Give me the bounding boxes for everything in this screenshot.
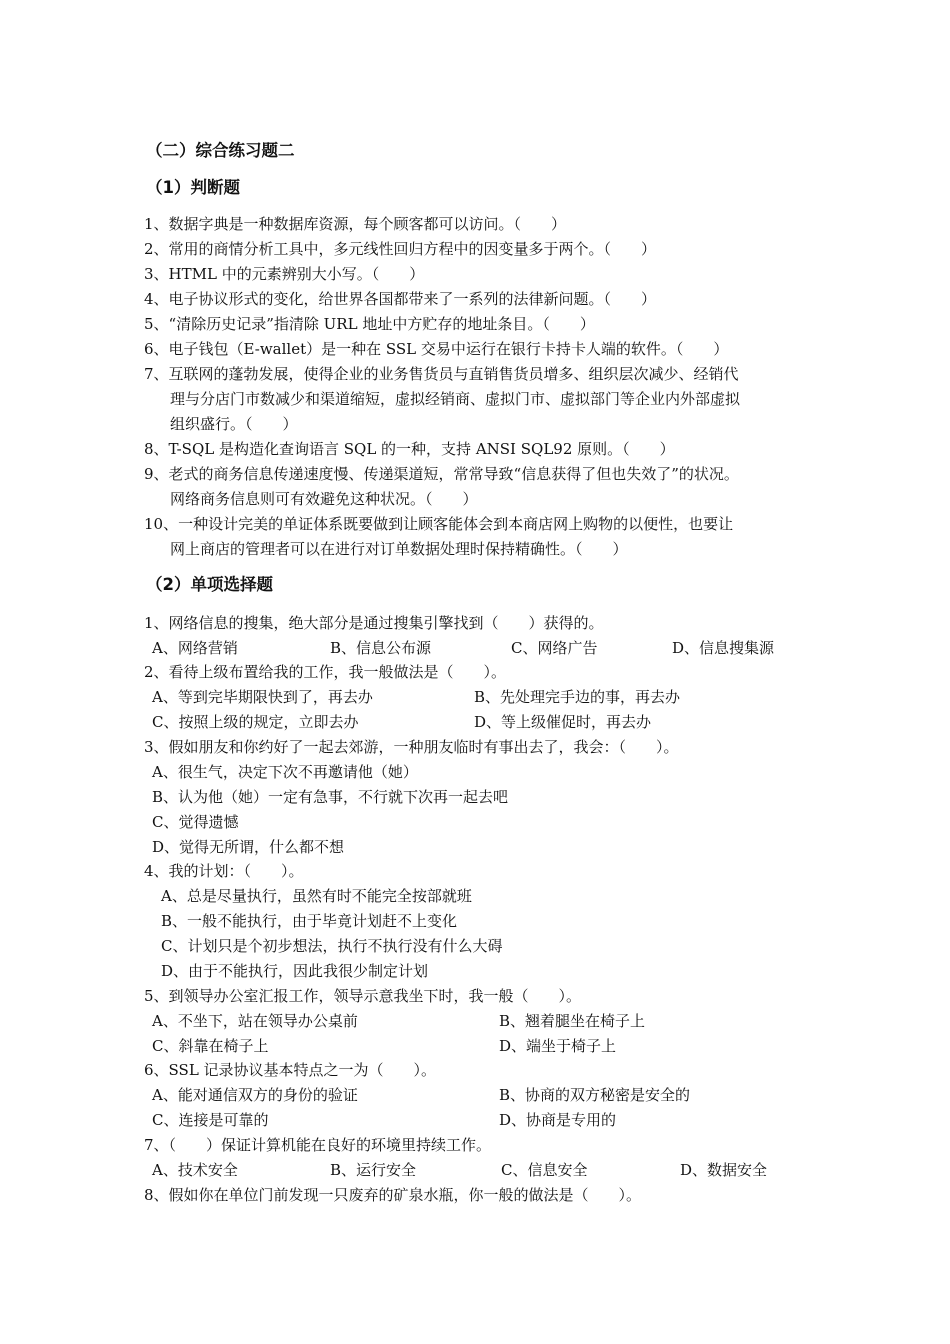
judgement-item-9-line-2: 网络商务信息则可有效避免这种状况。（ ） <box>170 490 478 508</box>
question-8-stem: 8、假如你在单位门前发现一只废弃的矿泉水瓶，你一般的做法是（ ）。 <box>144 1186 642 1204</box>
question-3-option-b: B、认为他（她）一定有急事，不行就下次再一起去吧 <box>152 788 509 806</box>
judgement-item-10-line-1: 10、一种设计完美的单证体系既要做到让顾客能体会到本商店网上购物的以便性，也要让 <box>144 515 734 533</box>
judgement-item-9-line-1: 9、老式的商务信息传递速度慢、传递渠道短，常常导致“信息获得了但也失效了”的状况。 <box>144 465 739 483</box>
question-2-option-b: B、先处理完手边的事，再去办 <box>474 688 681 706</box>
judgement-item-1: 1、数据字典是一种数据库资源，每个顾客都可以访问。（ ） <box>144 215 567 233</box>
question-2-option-a: A、等到完毕期限快到了，再去办 <box>152 688 373 706</box>
question-6-option-a: A、能对通信双方的身份的验证 <box>152 1086 358 1104</box>
question-6-option-c: C、连接是可靠的 <box>152 1111 269 1129</box>
judgement-item-2: 2、常用的商情分析工具中，多元线性回归方程中的因变量多于两个。（ ） <box>144 240 657 258</box>
question-7-stem: 7、（ ）保证计算机能在良好的环境里持续工作。 <box>144 1136 492 1154</box>
question-5-option-d: D、端坐于椅子上 <box>499 1037 617 1055</box>
question-1-option-d: D、信息搜集源 <box>672 639 775 657</box>
single-choice-heading: （2）单项选择题 <box>146 575 273 594</box>
question-4-option-c: C、计划只是个初步想法，执行不执行没有什么大碍 <box>161 937 503 955</box>
question-6-option-d: D、协商是专用的 <box>499 1111 617 1129</box>
question-4-option-b: B、一般不能执行，由于毕竟计划赶不上变化 <box>161 912 458 930</box>
section-title: （二）综合练习题二 <box>146 141 295 160</box>
question-7-option-a: A、技术安全 <box>152 1161 238 1179</box>
question-3-option-d: D、觉得无所谓，什么都不想 <box>152 838 345 856</box>
judgement-item-8: 8、T-SQL 是构造化查询语言 SQL 的一种，支持 ANSI SQL92 原则。（ ） <box>144 440 675 458</box>
question-4-option-a: A、总是尽量执行，虽然有时不能完全按部就班 <box>161 887 472 905</box>
judgement-item-4: 4、电子协议形式的变化，给世界各国都带来了一系列的法律新问题。（ ） <box>144 290 657 308</box>
question-5-option-b: B、翘着腿坐在椅子上 <box>499 1012 646 1030</box>
question-7-option-b: B、运行安全 <box>330 1161 417 1179</box>
question-1-option-b: B、信息公布源 <box>330 639 432 657</box>
question-4-option-d: D、由于不能执行，因此我很少制定计划 <box>161 962 429 980</box>
question-5-option-a: A、不坐下，站在领导办公桌前 <box>152 1012 358 1030</box>
question-1-option-c: C、网络广告 <box>511 639 598 657</box>
question-3-option-c: C、觉得遗憾 <box>152 813 239 831</box>
judgement-item-5: 5、“清除历史记录”指清除 URL 地址中方贮存的地址条目。（ ） <box>144 315 595 333</box>
question-7-option-d: D、数据安全 <box>680 1161 768 1179</box>
question-6-option-b: B、协商的双方秘密是安全的 <box>499 1086 691 1104</box>
judgement-item-7-line-2: 理与分店门市数减少和渠道缩短，虚拟经销商、虚拟门市、虚拟部门等企业内外部虚拟 <box>170 390 741 408</box>
question-2-stem: 2、看待上级布置给我的工作，我一般做法是（ ）。 <box>144 663 507 681</box>
question-1-stem: 1、网络信息的搜集，绝大部分是通过搜集引擎找到（ ）获得的。 <box>144 614 604 632</box>
question-3-stem: 3、假如朋友和你约好了一起去郊游，一种朋友临时有事出去了，我会：（ ）。 <box>144 738 679 756</box>
question-3-option-a: A、很生气，决定下次不再邀请他（她） <box>152 763 418 781</box>
question-7-option-c: C、信息安全 <box>501 1161 588 1179</box>
judgement-item-6: 6、电子钱包（E-wallet）是一种在 SSL 交易中运行在银行卡持卡人端的软件。（ ） <box>144 340 729 358</box>
question-4-stem: 4、我的计划：（ ）。 <box>144 862 304 880</box>
judgement-item-7-line-1: 7、互联网的蓬勃发展，使得企业的业务售货员与直销售货员增多、组织层次减少、经销代 <box>144 365 739 383</box>
question-1-option-a: A、网络营销 <box>152 639 238 657</box>
judgement-heading: （1）判断题 <box>146 178 240 197</box>
judgement-item-3: 3、HTML 中的元素辨别大小写。（ ） <box>144 265 425 283</box>
question-2-option-c: C、按照上级的规定，立即去办 <box>152 713 359 731</box>
question-5-option-c: C、斜靠在椅子上 <box>152 1037 269 1055</box>
question-6-stem: 6、SSL 记录协议基本特点之一为（ ）。 <box>144 1061 437 1079</box>
question-5-stem: 5、到领导办公室汇报工作，领导示意我坐下时，我一般（ ）。 <box>144 987 582 1005</box>
judgement-item-7-line-3: 组织盛行。（ ） <box>170 415 298 433</box>
judgement-item-10-line-2: 网上商店的管理者可以在进行对订单数据处理时保持精确性。（ ） <box>170 540 628 558</box>
question-2-option-d: D、等上级催促时，再去办 <box>474 713 652 731</box>
